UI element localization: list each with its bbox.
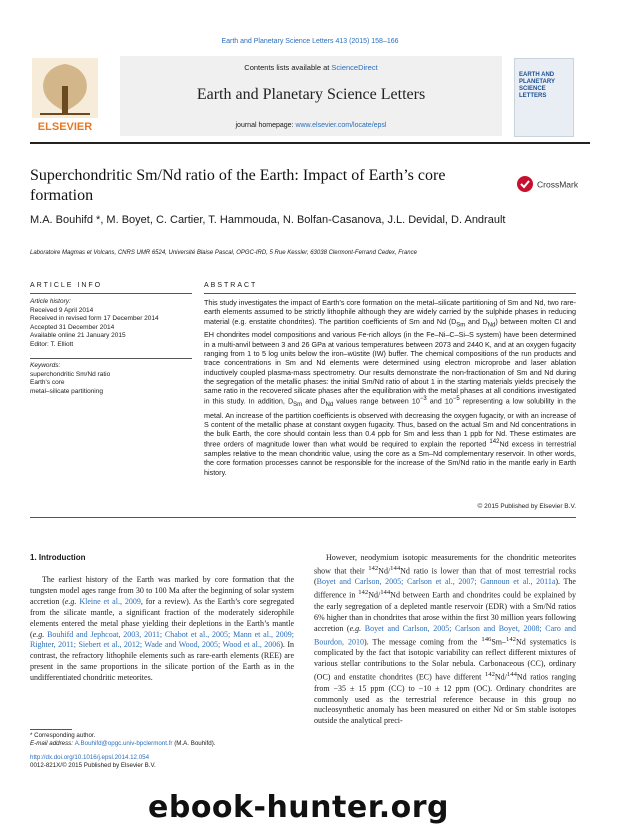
journal-reference[interactable]: Earth and Planetary Science Letters 413 (2015) 158–166 bbox=[221, 38, 399, 45]
keywords-label: Keywords: bbox=[30, 362, 61, 369]
affiliation: Laboratoire Magmas et Volcans, CNRS UMR 6524, Université Blaise Pascal, OPGC-IRD, 5 Rue Kessler, 63038 Clermont-Ferrand Cedex, France bbox=[30, 250, 417, 256]
cover-title: EARTH AND PLANETARY SCIENCE LETTERS bbox=[519, 72, 555, 99]
crossmark-icon bbox=[517, 176, 533, 192]
sciencedirect-link[interactable]: ScienceDirect bbox=[331, 63, 378, 72]
abstract-heading: ABSTRACT bbox=[204, 282, 258, 289]
abstract-bottom-rule bbox=[30, 517, 576, 518]
email-label: E-mail address: bbox=[30, 740, 75, 747]
journal-name: Earth and Planetary Science Letters bbox=[196, 86, 426, 103]
copyright: © 2015 Published by Elsevier B.V. bbox=[477, 503, 576, 510]
corresponding-author-note: * Corresponding author. bbox=[30, 732, 96, 739]
keyword-item: metal–silicate partitioning bbox=[30, 387, 103, 395]
email-link[interactable]: A.Bouhifd@opgc.univ-bpclermont.fr bbox=[74, 740, 173, 747]
citation-link[interactable]: Boyet and Carlson, 2005; Carlson et al., 2007; Gannoun et al., 2011a bbox=[316, 577, 556, 587]
history-item: Accepted 31 December 2014 bbox=[30, 323, 115, 331]
doi-link[interactable]: http://dx.doi.org/10.1016/j.epsl.2014.12.054 bbox=[30, 754, 150, 761]
email-suffix: (M.A. Bouhifd). bbox=[172, 740, 216, 747]
article-info-rule bbox=[30, 293, 192, 294]
doi-block bbox=[30, 754, 294, 770]
citation-link[interactable]: Bouhifd and Jephcoat, 2003, 2011; Chabot et al., 2005; Mann et al., 2009; Righter, 2011; Siebert et al., 2012; Wade and Wood, 2005; Wood et al., 2006 bbox=[30, 629, 294, 650]
crossmark-label: CrossMark bbox=[537, 179, 579, 190]
citation-link[interactable]: Kleine et al., 2009 bbox=[79, 596, 141, 606]
citation-link[interactable]: Boyet and Carlson, 2005; Carlson and Boyet, 2008; Caro and Bourdon, 2010 bbox=[314, 623, 577, 647]
abstract-body: This study investigates the impact of Earth’s core formation on the metal–silicate partitioning of Sm and Nd, two rare-earth elements assumed to be strictly lithophile although they are widely carried by the sulphide phases in reducing material (e.g. enstatite chondrites). The partition coefficients of Sm and Nd ($D_{Sm}$ and $D_{Nd}$) between molten CI and EH chondrites model compositions and various Fe-rich alloys (in the Fe–Ni–C–Si–S system) have been determined in a multi-anvil between 3 and 26 GPa at various temperatures between 2073 and 2440 K, and at an oxygen fugacity ranging from 1 to 5 log units below the iron–wüstite (IW) buffer. The chemical compositions of the run products and trace concentrations in Sm and Nd elements were determined using electron microprobe and laser ablation inductively coupled plasma-mass spectrometry. Our results demonstrate the non-fractionation of Sm and Nd during the segregation of the metallic phases: the initial Sm/Nd ratio of about 1 in the starting materials yields precisely the same ratio in the recovered silicate phases after the equilibration with the metal phases at all conditions investigated in this study. In addition, $D_{Sm}$ and $D_{Nd}$ values range between $10^{-3}$ and $10^{-5}$ representing a low solubility in the metal. An increase of the partition coefficients is observed with decreasing the oxygen fugacity, or with an increase of S content of the metallic phase at constant oxygen fugacity. Thus, based on the actual Sm and Nd concentrations in the bulk Earth, the core should contain less than 0.4 ppb for Sm and less than 1 ppb for Nd. These estimates are three orders of magnitude lower than what would be required to explain the reported $^{142}$Nd excess in terrestrial samples relative to the mean chondritic value, using the core as a Sm–Nd complementary reservoir. In other words, the core formation processes cannot be responsible for the increase of the Sm/Nd ratio in the mantle early in Earth history. bbox=[204, 298, 576, 477]
article-title: Superchondritic Sm/Nd ratio of the Earth: Impact of Earth’s core formation bbox=[30, 167, 446, 204]
keyword-item: superchondritic Sm/Nd ratio bbox=[30, 370, 111, 378]
issn-line: 0012-821X/© 2015 Published by Elsevier B.V. bbox=[30, 762, 156, 769]
elsevier-logo bbox=[30, 56, 100, 136]
history-item: Received in revised form 17 December 2014 bbox=[30, 315, 159, 323]
abstract-rule bbox=[204, 293, 576, 294]
author-list: M.A. Bouhifd *, M. Boyet, C. Cartier, T. Hammouda, N. Bolfan-Casanova, J.L. Devidal, D. Andrault bbox=[30, 214, 506, 226]
homepage-prefix: journal homepage: bbox=[235, 122, 296, 129]
watermark-text: ebook-hunter.org bbox=[148, 790, 449, 825]
keywords bbox=[30, 362, 195, 396]
history-item: Editor: T. Elliott bbox=[30, 340, 74, 348]
intro-left-paragraph: The earliest history of the Earth was marked by core formation that the tungsten model ages range from 30 to 100 Ma after the beginning of solar system accretion (e.g. Kleine et al., 2009, for a review). As the Earth’s core segregated from the silicate mantle, a significant fraction of the moderately siderophile elements entered the metal phase yielding their depletions in the Earth’s mantle (e.g. Bouhifd and Jephcoat, 2003, 2011; Chabot et al., 2005; Mann et al., 2009; Righter, 2011; Siebert et al., 2012; Wade and Wood, 2005; Wood et al., 2006). In contrast, the refractory lithophile elements such as rare-earth elements (REE) are present in the same proportions in the silicate portion of the Earth as in the undifferentiated chondritic meteorites. bbox=[30, 575, 295, 683]
contents-line bbox=[120, 63, 502, 72]
history-item: Received 9 April 2014 bbox=[30, 306, 94, 314]
footnote bbox=[30, 732, 294, 748]
section-heading-introduction: 1. Introduction bbox=[30, 553, 86, 562]
article-info-heading: ARTICLE INFO bbox=[30, 282, 103, 289]
contents-prefix: Contents lists available at bbox=[244, 63, 332, 72]
homepage-link[interactable]: www.elsevier.com/locate/epsl bbox=[295, 122, 387, 129]
keywords-rule bbox=[30, 358, 192, 359]
header-rule bbox=[30, 142, 590, 144]
keyword-item: Earth's core bbox=[30, 379, 65, 387]
article-history bbox=[30, 298, 195, 350]
elsevier-logo-text: ELSEVIER bbox=[37, 121, 93, 133]
history-item: Available online 21 January 2015 bbox=[30, 332, 126, 340]
footnote-rule bbox=[30, 729, 72, 730]
intro-right-paragraph: However, neodymium isotopic measurements for the chondritic meteorites show that their $^{142}$Nd/$^{144}$Nd ratio is lower than that of most terrestrial rocks (Boyet and Carlson, 2005; Carlson et al., 2007; Gannoun et al., 2011a). The difference in $^{142}$Nd/$^{144}$Nd between Earth and chondrites could be explained by the early segregation of a depleted mantle reservoir (EDR) with a Sm/Nd ratios 6% higher than in chondrites that arose within the first 30 million years following accretion (e.g. Boyet and Carlson, 2005; Carlson and Boyet, 2008; Caro and Bourdon, 2010). The message coming from the $^{146}$Sm–$^{142}$Nd systematics is complicated by the fact that isotopic variability can reflect different mixtures of various stellar contributions to the Solar nebula. Carbonaceous (CC), ordinary (OC) and enstatite chondrites (EC) have different $^{142}$Nd/$^{144}$Nd ratios ranging from −35 ± 15 ppm (CC) to −10 ± 12 ppm (OC). Ordinary chondrites are commonly used as the terrestrial reference because in this group no nucleosynthetic anomaly has been measured on either Nd or Sm stable isotopes outside the analytical preci- bbox=[314, 553, 577, 726]
history-label: Article history: bbox=[30, 298, 71, 305]
homepage-line bbox=[120, 122, 502, 129]
crossmark-badge[interactable] bbox=[516, 175, 586, 193]
